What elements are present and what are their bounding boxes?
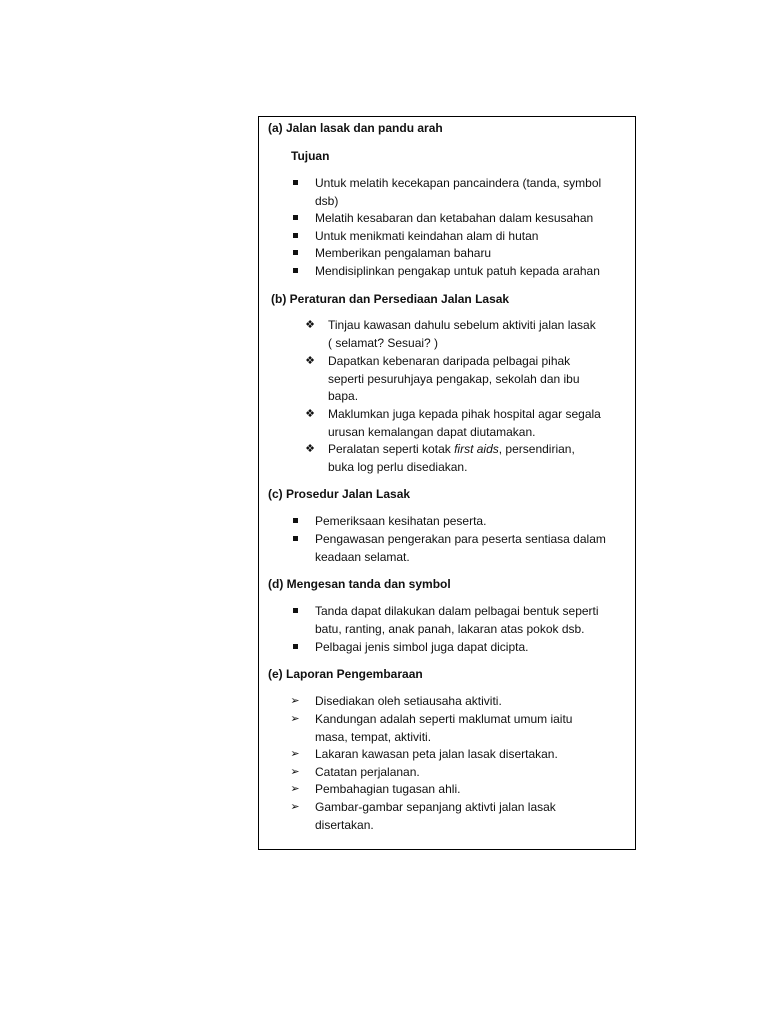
section-c-item-2: Pengawasan pengerakan para peserta sentiasa dalam keadaan selamat. — [315, 532, 606, 564]
section-e-item-4: Catatan perjalanan. — [315, 765, 420, 779]
section-e-heading: (e) Laporan Pengembaraan — [268, 667, 423, 681]
section-b-item-4: Peralatan seperti kotak first aids, persendirian, buka log perlu disediakan. — [328, 442, 575, 474]
square-bullet-icon — [288, 531, 302, 549]
section-e-item-1: Disediakan oleh setiausaha aktiviti. — [315, 694, 502, 708]
square-bullet-icon — [288, 228, 302, 246]
square-bullet-icon — [288, 210, 302, 228]
square-bullet-icon — [288, 513, 302, 531]
diamond-bullet-icon: ❖ — [305, 355, 315, 367]
section-c-heading: (c) Prosedur Jalan Lasak — [268, 487, 411, 501]
section-c-item-1: Pemeriksaan kesihatan peserta. — [315, 514, 487, 528]
section-a-item-4: Memberikan pengalaman baharu — [315, 246, 492, 260]
arrow-bullet-icon: ➢ — [290, 695, 300, 707]
section-b-item-1: Tinjau kawasan dahulu sebelum aktiviti jalan lasak ( selamat? Sesuai? ) — [328, 318, 596, 350]
section-a-item-5: Mendisiplinkan pengakap untuk patuh kepada arahan — [315, 264, 600, 278]
section-d-item-2: Pelbagai jenis simbol juga dapat dicipta. — [315, 640, 529, 654]
section-b-item-2: Dapatkan kebenaran daripada pelbagai pihak seperti pesuruhjaya pengakap, sekolah dan ibu bapa. — [328, 354, 580, 403]
section-b-item-3: Maklumkan juga kepada pihak hospital agar segala urusan kemalangan dapat diutamakan. — [328, 407, 601, 439]
section-b-heading: (b) Peraturan dan Persediaan Jalan Lasak — [271, 292, 510, 306]
section-e-item-2: Kandungan adalah seperti maklumat umum iaitu masa, tempat, aktiviti. — [315, 712, 573, 744]
diamond-bullet-icon: ❖ — [305, 408, 315, 420]
arrow-bullet-icon: ➢ — [290, 748, 300, 760]
section-a-item-3: Untuk menikmati keindahan alam di hutan — [315, 229, 539, 243]
section-a-item-2: Melatih kesabaran dan ketabahan dalam kesusahan — [315, 211, 594, 225]
square-bullet-icon — [288, 245, 302, 263]
arrow-bullet-icon: ➢ — [290, 801, 300, 813]
square-bullet-icon — [288, 639, 302, 657]
section-a-subheading: Tujuan — [291, 149, 330, 163]
section-a-item-1: Untuk melatih kecekapan pancaindera (tanda, symbol dsb) — [315, 176, 602, 208]
section-e-item-6: Gambar-gambar sepanjang aktivti jalan lasak disertakan. — [315, 800, 556, 832]
diamond-bullet-icon: ❖ — [305, 319, 315, 331]
square-bullet-icon — [288, 603, 302, 621]
arrow-bullet-icon: ➢ — [290, 783, 300, 795]
section-d-heading: (d) Mengesan tanda dan symbol — [268, 577, 451, 591]
section-d-item-1: Tanda dapat dilakukan dalam pelbagai bentuk seperti batu, ranting, anak panah, lakaran atas pokok dsb. — [315, 604, 599, 636]
arrow-bullet-icon: ➢ — [290, 713, 300, 725]
square-bullet-icon — [288, 175, 302, 193]
diamond-bullet-icon: ❖ — [305, 443, 315, 455]
section-a-heading: (a) Jalan lasak dan pandu arah — [268, 121, 443, 135]
section-e-item-3: Lakaran kawasan peta jalan lasak disertakan. — [315, 747, 558, 761]
square-bullet-icon — [288, 263, 302, 281]
arrow-bullet-icon: ➢ — [290, 766, 300, 778]
section-e-item-5: Pembahagian tugasan ahli. — [315, 782, 461, 796]
